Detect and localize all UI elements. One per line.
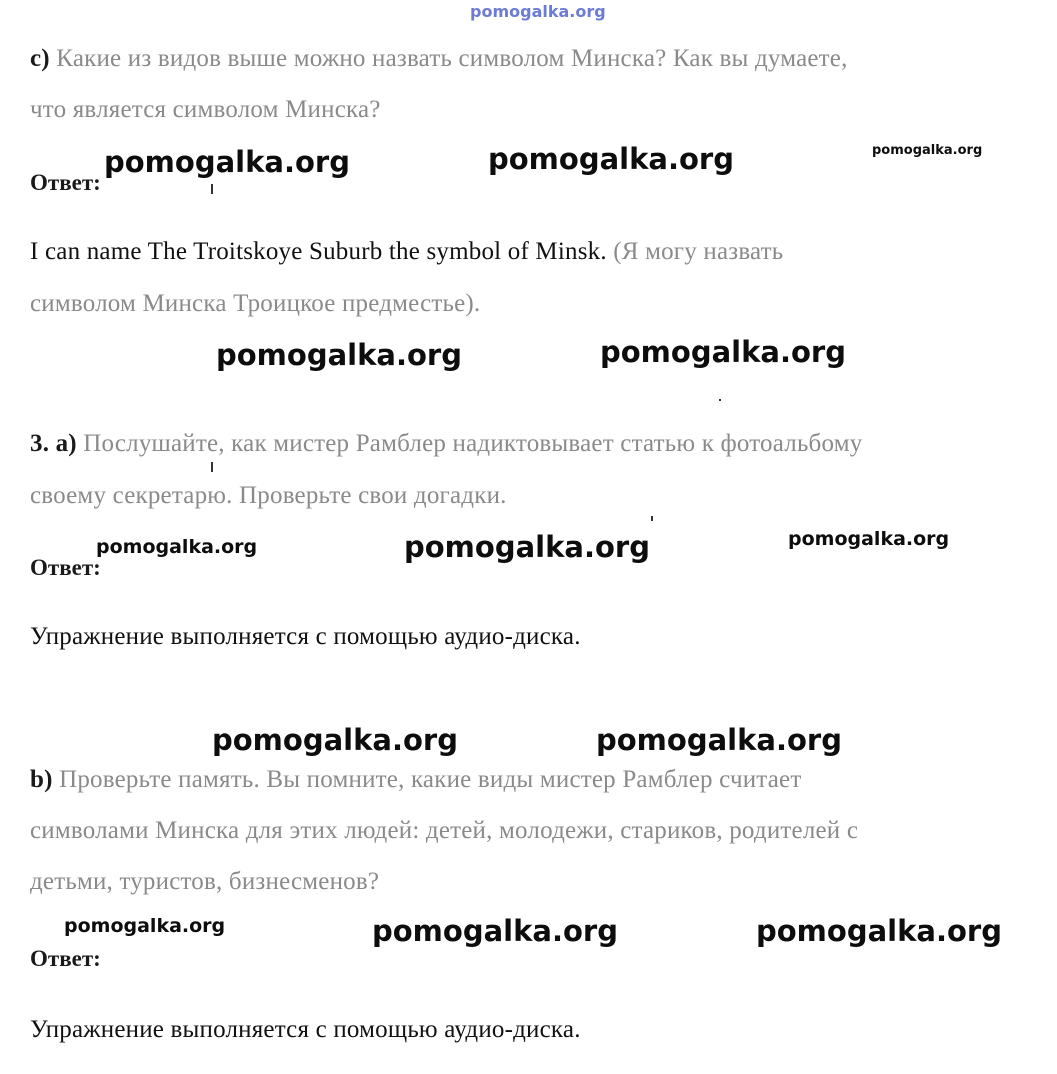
watermark-text: pomogalka.org — [872, 143, 983, 158]
watermark-text: pomogalka.org — [104, 145, 350, 179]
watermark-text: pomogalka.org — [96, 536, 258, 558]
question-3a-text1: Послушайте, как мистер Рамблер надиктовывает статью к фотоальбому — [83, 430, 863, 457]
watermark-text: pomogalka.org — [212, 723, 458, 757]
answer-c-russian1: (Я могу назвать — [613, 238, 784, 265]
question-c-line2: что является символом Минска? — [30, 96, 381, 123]
scan-speck — [719, 399, 721, 401]
watermark-text: pomogalka.org — [372, 914, 618, 948]
question-c-text1: Какие из видов выше можно назвать символом Минска? Как вы думаете, — [56, 45, 848, 72]
question-c-line1 — [30, 45, 848, 73]
scan-speck — [651, 516, 653, 521]
watermark-text: pomogalka.org — [216, 338, 462, 372]
answer-3a-text: Упражнение выполняется с помощью аудио-диска. — [30, 623, 581, 650]
question-3a-label: 3. a) — [30, 430, 77, 457]
watermark-text: pomogalka.org — [788, 528, 950, 550]
question-b-line3: детьми, туристов, бизнесменов? — [30, 868, 380, 895]
answer-c-line1 — [30, 238, 783, 266]
question-c-label: c) — [30, 45, 50, 72]
answer-3a-label: Ответ: — [30, 555, 101, 580]
question-b-label: b) — [30, 766, 53, 793]
watermark-text: pomogalka.org — [64, 915, 226, 937]
watermark-text: pomogalka.org — [600, 335, 846, 369]
question-3a-line1 — [30, 430, 862, 458]
answer-c-english: I can name The Troitskoye Suburb the symbol of Minsk. — [30, 238, 607, 265]
watermark-text: pomogalka.org — [404, 530, 650, 564]
answer-b-label: Ответ: — [30, 946, 101, 971]
answer-b-text: Упражнение выполняется с помощью аудио-диска. — [30, 1016, 581, 1043]
answer-c-line2: символом Минска Троицкое предместье). — [30, 290, 481, 317]
watermark-top: pomogalka.org — [470, 2, 606, 21]
scan-speck — [211, 184, 213, 194]
question-3a-line2: своему секретарю. Проверьте свои догадки. — [30, 482, 507, 509]
question-b-line2: символами Минска для этих людей: детей, молодежи, стариков, родителей с — [30, 817, 859, 844]
question-b-text1: Проверьте память. Вы помните, какие виды мистер Рамблер считает — [59, 766, 802, 793]
watermark-text: pomogalka.org — [488, 142, 734, 176]
answer-c-label: Ответ: — [30, 170, 101, 195]
watermark-text: pomogalka.org — [596, 723, 842, 757]
scan-speck — [211, 462, 213, 472]
watermark-text: pomogalka.org — [756, 914, 1002, 948]
question-b-line1 — [30, 766, 801, 794]
